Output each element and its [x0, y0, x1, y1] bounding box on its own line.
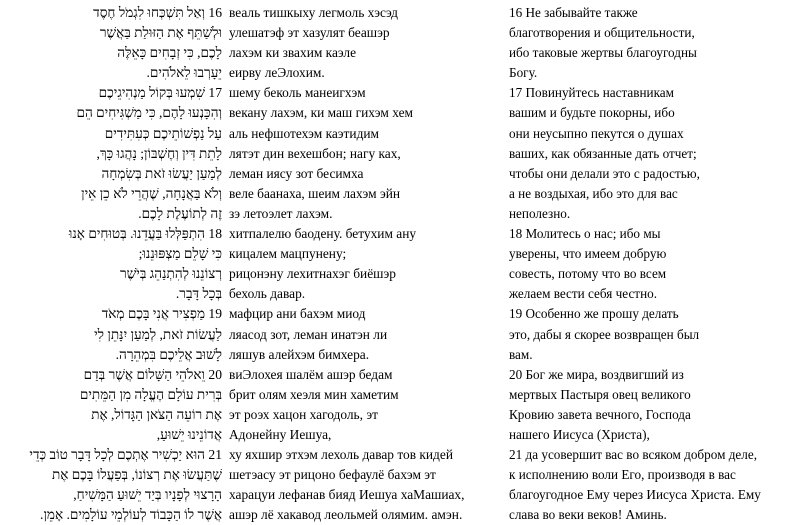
russian-line: вам. [509, 346, 533, 362]
russian-line: 17 Повинуйтесь наставникам [509, 85, 674, 101]
transliteration-line: ляасод зот, леман инатэн ли [229, 326, 388, 342]
hebrew-line: הָרָצוּי לְפָנָיו בְּיַד יֵשׁוּעַ הַמָּשִׁיחַ, [73, 487, 222, 503]
russian-line: к исполнению воли Его, производя в вас [509, 467, 736, 483]
russian-line: чтобы они делали это с радостью, [509, 165, 700, 181]
hebrew-line: לְמַעַן יַעֲשׂוּ זֹאת בְּשִׂמְחָה [101, 165, 222, 181]
transliteration-line: шему беколь манеигхэм [229, 85, 366, 101]
russian-line: они неусыпно пекутся о душах [509, 125, 684, 141]
transliteration-line: леман иясу зот бесимха [229, 165, 364, 181]
transliteration-line: рицонэну лехитнахэг биёшэр [229, 266, 396, 282]
hebrew-line: 20 וֵאלֹהֵי הַשָּׁלוֹם אֲשֶׁר בְּדַם [83, 366, 222, 382]
russian-line: благоугодное Ему через Иисуса Христа. Ему [509, 487, 761, 503]
transliteration-line: эт роэх хацон хагодоль, эт [229, 406, 378, 422]
russian-line: Кровию завета вечного, Господа [509, 406, 691, 422]
transliteration-line: веле баанаха, шеим лахэм эйн [229, 185, 401, 201]
hebrew-line: אֶת רוֹעֵה הַצֹּאן הַגָּדוֹל, אֶת [91, 406, 222, 422]
hebrew-column [4, 3, 222, 525]
transliteration-line: улешатэф эт хазулят беашэр [229, 25, 390, 41]
transliteration-line: ашэр лё хакавод леольмей олямим. амэн. [229, 507, 463, 523]
hebrew-line: וּלְשַׁתֵּף אֶת הַזּוּלַת בַּאֲשֶׁר [99, 25, 222, 41]
russian-line: нашего Иисуса (Христа), [509, 426, 650, 442]
russian-line: желаем вести себя честно. [509, 286, 658, 302]
transliteration-column [229, 3, 491, 525]
transliteration-line: шетэасу эт рицоно бефаулё бахэм эт [229, 467, 436, 483]
hebrew-line: 21 הוּא יַכְשִׁיר אֶתְכֶם לְכָל דָּבָר טוֹב כְּדֵי [29, 447, 222, 463]
hebrew-line: וְהִכָּנְעוּ לָהֶם, כִּי מַשְׁגִּיחִים הֵם [76, 105, 222, 121]
hebrew-line: רְצוֹנֵנוּ לְהִתְנַהֵג בְּיֹשֶׁר [119, 266, 222, 282]
russian-line: Богу. [509, 65, 538, 81]
transliteration-line: бехоль давар. [229, 286, 306, 302]
russian-line: 16 Не забывайте также [509, 5, 638, 20]
hebrew-line: 17 שִׁמְעוּ בְּקוֹל מַנְהִיגֵיכֶם [98, 85, 222, 101]
russian-line: 19 Особенно же прошу делать [509, 306, 679, 322]
transliteration-line: зэ летоэлет лахэм. [229, 205, 333, 221]
russian-line: а не воздыхая, ибо это для вас [509, 185, 678, 201]
transliteration-line: ху яхшир этхэм лехоль давар тов кидей [229, 447, 453, 463]
russian-line: это, дабы я скорее возвращен был [509, 326, 700, 342]
transliteration-line: ляшув алейхэм бимхера. [229, 346, 370, 362]
hebrew-line: שֶׁתַּעֲשׂוּ אֶת רְצוֹנוֹ, בְּפַעֲלוֹ בָּכֶם אֶת [51, 467, 222, 483]
transliteration-line: кицалем мацпунену; [229, 246, 347, 262]
russian-line: неполезно. [509, 205, 571, 221]
hebrew-line: 16 וְאַל תִּשְׁכְּחוּ לִגְמֹל חֶסֶד [93, 5, 222, 20]
transliteration-line: лятэт дин вехешбон; нагу ках, [229, 145, 401, 161]
transliteration-line: Адонейну Иешуа, [229, 426, 332, 442]
transliteration-line: еирву леЭлохим. [229, 65, 325, 81]
russian-line: совесть, потому что во всем [509, 266, 667, 282]
hebrew-line: לָכֶם, כִּי זְבָחִים כָּאֵלֶּה [117, 45, 222, 61]
hebrew-line: אֲדוֹנֵינוּ יֵשׁוּעַ, [156, 426, 222, 442]
transliteration-line: хитпалелю баодену. бетухим ану [229, 226, 417, 242]
russian-line: 20 Бог же мира, воздвигший из [509, 366, 684, 382]
russian-line: ибо таковые жертвы благоугодны [509, 45, 697, 61]
russian-line: мертвых Пастыря овец великого [509, 386, 691, 402]
hebrew-line: לַעֲשׂוֹת זֹאת, לְמַעַן יִנָּתֵן לִי [94, 326, 222, 342]
hebrew-line: יֵעָרְבוּ לֵאלֹהִים. [146, 65, 222, 81]
hebrew-line: לָתֵת דִּין וְחֶשְׁבּוֹן; נָהֲגוּ כָּךְ, [96, 145, 222, 161]
hebrew-line: אֲשֶׁר לוֹ הַכָּבוֹד לְעוֹלְמֵי עוֹלָמִים. אָמֵן. [40, 507, 222, 523]
hebrew-line: לָשׁוּב אֲלֵיכֶם בִּמְהֵרָה. [115, 346, 222, 362]
russian-line: уверены, что имеем добрую [509, 246, 667, 262]
hebrew-line: 19 מַפְצִיר אֲנִי בָּכֶם מְאֹד [101, 306, 222, 322]
transliteration-line: аль нефшотехэм каэтидим [229, 125, 380, 141]
hebrew-line: בְּכָל דָּבָר. [175, 286, 222, 302]
russian-line: ваших, как обязанные дать отчет; [509, 145, 697, 161]
hebrew-line: כִּי שָׁלֵם מַצְפּוּנֵנוּ; [138, 246, 222, 262]
russian-line: 18 Молитесь о нас; ибо мы [509, 226, 661, 242]
russian-column [509, 3, 797, 525]
hebrew-line: 18 הִתְפַּלְּלוּ בַּעֲדֵנוּ. בְּטוּחִים אָנוּ [68, 226, 222, 242]
transliteration-line: веаль тишкыху легмоль хэсэд [229, 5, 398, 20]
transliteration-line: мафцир ани бахэм миод [229, 306, 366, 322]
transliteration-line: брит олям хеэля мин хаметим [229, 386, 399, 402]
transliteration-line: харацуи лефанав бияд Иешуа хаМашиах, [229, 487, 465, 503]
transliteration-line: лахэм ки звахим каэле [229, 45, 357, 61]
hebrew-line: עַל נַפְשׁוֹתֵיכֶם כְּעִתִּידִים [104, 125, 222, 141]
hebrew-line: וְלֹא בַּאֲנָחָה, שֶׁהֲרֵי לֹא כֵן אֵין [81, 185, 222, 201]
russian-line: вашим и будьте покорны, ибо [509, 105, 675, 121]
hebrew-line: זֶה לְתוֹעֶלֶת לָכֶם. [138, 205, 222, 221]
russian-line: 21 да усовершит вас во всяком добром деле, [509, 447, 758, 463]
transliteration-line: виЭлохея шалём ашэр бедам [229, 366, 393, 382]
hebrew-line: בְּרִית עוֹלָם הֶעֱלָה מִן הַמֵּתִים [79, 386, 222, 402]
russian-line: благотворения и общительности, [509, 25, 695, 41]
transliteration-line: векану лахэм, ки маш гихэм хем [229, 105, 413, 121]
russian-line: слава во веки веков! Аминь. [509, 507, 667, 523]
